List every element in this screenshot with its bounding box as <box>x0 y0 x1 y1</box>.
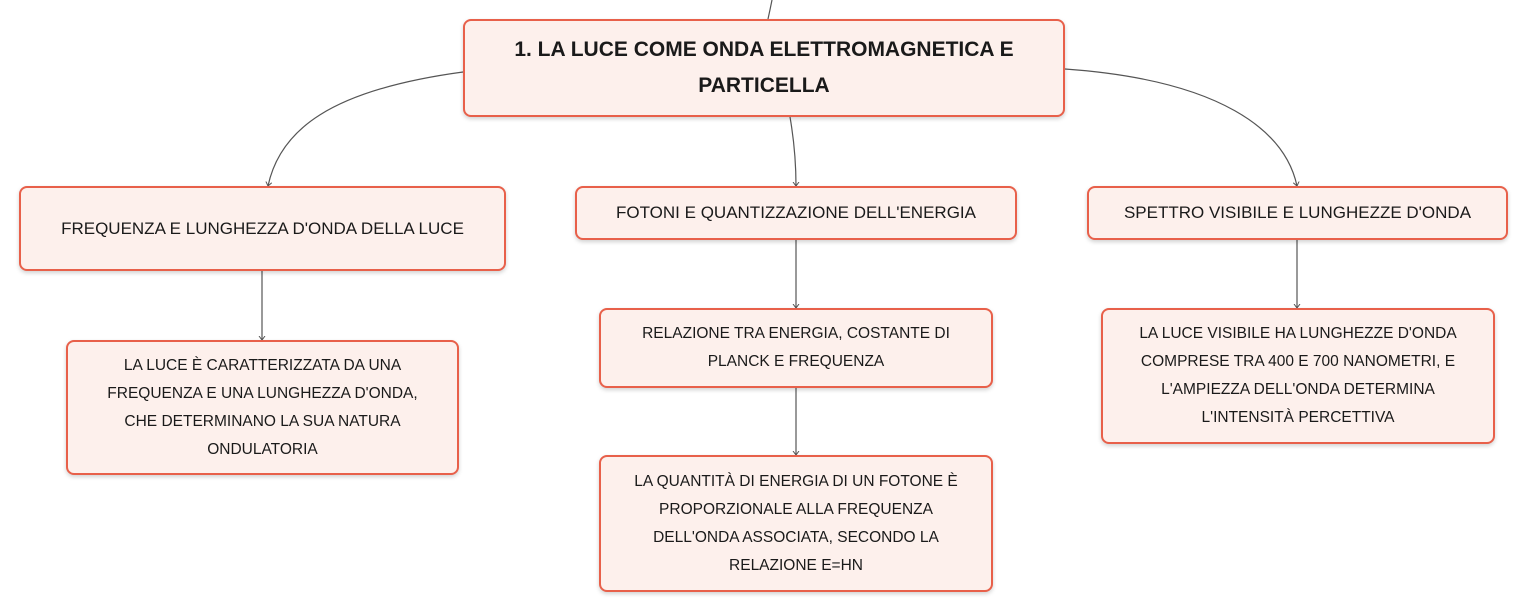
topic-label: FREQUENZA E LUNGHEZZA D'ONDA DELLA LUCE <box>61 218 464 238</box>
topic-node-visible-spectrum[interactable] <box>1087 186 1508 240</box>
detail-line: PLANCK E FREQUENZA <box>707 353 885 370</box>
detail-line: CHE DETERMINANO LA SUA NATURA <box>124 412 401 430</box>
root-to-middle-connector <box>790 117 796 186</box>
central-topic-line-2: PARTICELLA <box>698 74 830 97</box>
detail-node-frequency-wavelength[interactable] <box>66 340 459 475</box>
detail-line: L'AMPIEZZA DELL'ONDA DETERMINA <box>1161 381 1435 398</box>
topic-label: SPETTRO VISIBILE E LUNGHEZZE D'ONDA <box>1123 203 1472 222</box>
detail-line: LA QUANTITÀ DI ENERGIA DI UN FOTONE È <box>634 472 958 490</box>
central-topic-line-1: 1. LA LUCE COME ONDA ELETTROMAGNETICA E <box>514 38 1014 61</box>
detail-line: RELAZIONE E=HN <box>729 556 863 574</box>
root-to-left-connector <box>268 72 463 186</box>
detail-line: COMPRESE TRA 400 E 700 NANOMETRI, E <box>1140 353 1456 370</box>
detail-line: PROPORZIONALE ALLA FREQUENZA <box>659 500 933 518</box>
root-to-right-connector <box>1065 69 1297 186</box>
detail-line: DELL'ONDA ASSOCIATA, SECONDO LA <box>653 528 939 546</box>
parent-connector <box>768 0 772 19</box>
detail-line: RELAZIONE TRA ENERGIA, COSTANTE DI <box>642 325 950 342</box>
detail-line: LA LUCE È CARATTERIZZATA DA UNA <box>123 356 402 374</box>
detail-line: FREQUENZA E UNA LUNGHEZZA D'ONDA, <box>107 384 418 402</box>
detail-line: ONDULATORIA <box>207 440 318 458</box>
detail-line: LA LUCE VISIBILE HA LUNGHEZZE D'ONDA <box>1139 325 1457 342</box>
detail-line: L'INTENSITÀ PERCETTIVA <box>1201 409 1395 426</box>
topic-node-frequency-wavelength[interactable] <box>19 186 506 271</box>
detail-node-visible-wavelengths[interactable] <box>1101 308 1495 444</box>
central-topic-node[interactable] <box>463 19 1065 117</box>
topic-label: FOTONI E QUANTIZZAZIONE DELL'ENERGIA <box>616 203 976 222</box>
detail-node-planck-relation[interactable] <box>599 308 993 388</box>
detail-node-photon-energy[interactable] <box>599 455 993 592</box>
topic-node-photons-quantization[interactable] <box>575 186 1017 240</box>
